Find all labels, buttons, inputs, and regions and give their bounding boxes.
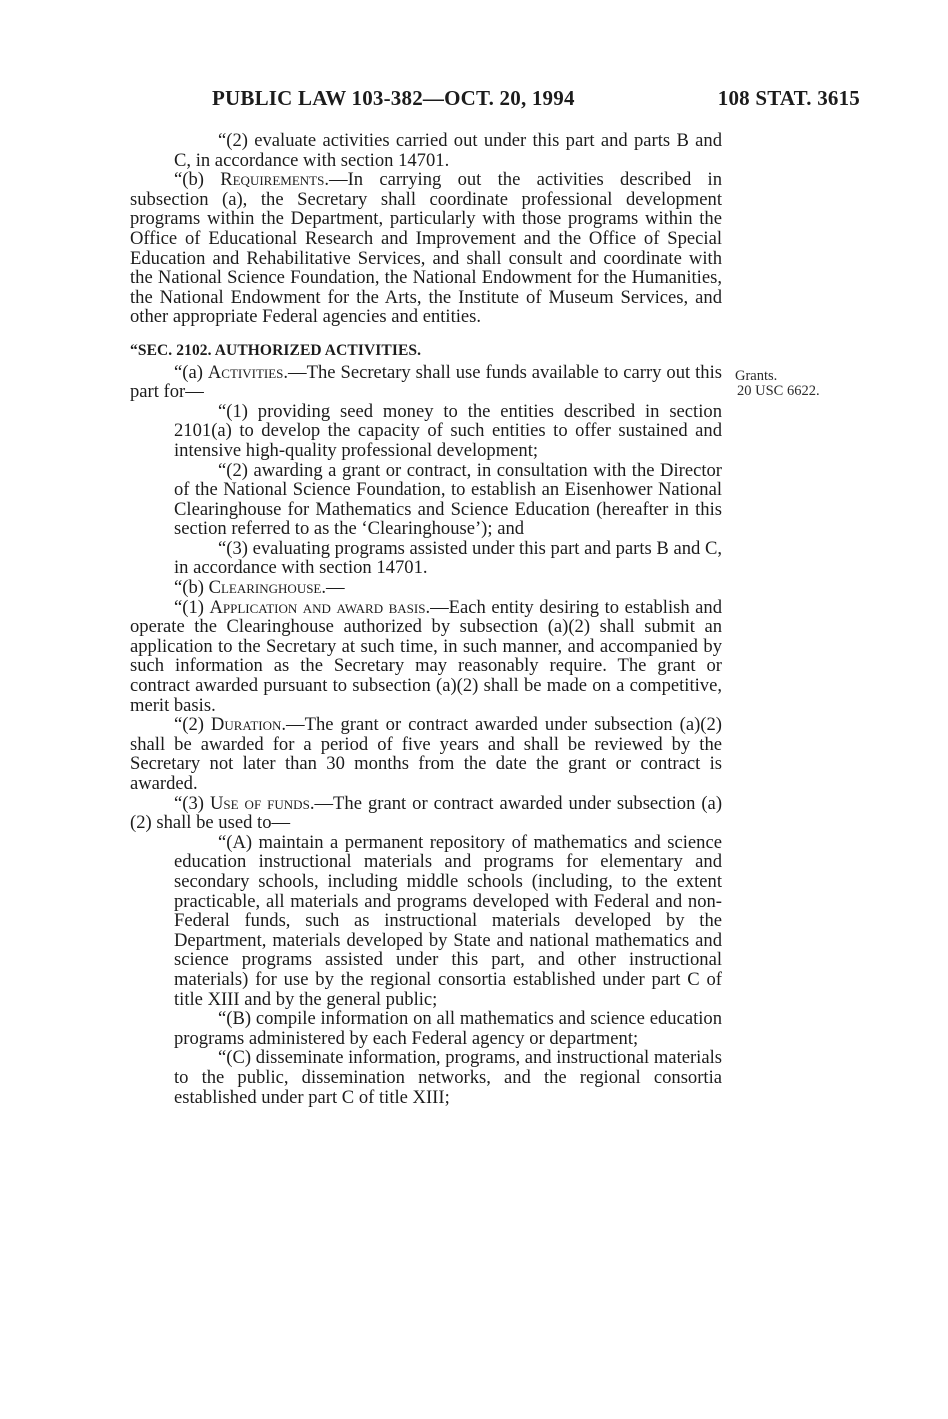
paragraph-lead: “(2) (174, 714, 211, 736)
paragraph-text: .—The Secretary shall use funds available to carry out this part for— (130, 361, 722, 403)
paragraph-lead: “(a) (174, 361, 208, 383)
paragraph-lead: “(3) (174, 792, 210, 814)
paragraph-heading: Use of funds (209, 792, 310, 814)
paragraph-1-seed-money: “(1) providing seed money to the entities described in section 2101(a) to develop the capacity of such entities to offer sustained and intensive high-quality professional development; (174, 400, 722, 461)
body-text (130, 131, 722, 1107)
paragraph-3-use-of-funds (130, 794, 722, 833)
paragraph-2-evaluate: “(2) evaluate activities carried out under this part and parts B and C, in accordance with section 14701. (174, 130, 722, 171)
paragraph-text: .— (321, 577, 345, 599)
margin-note-usc-cite: 20 USC 6622. (737, 383, 820, 399)
paragraph-a-activities (130, 363, 722, 402)
paragraph-2-clearinghouse-grant: “(2) awarding a grant or contract, in consultation with the Director of the National Science Foundation, to establish an Eisenhower National Clearinghouse for Mathematics and Science Education (hereafter in this section referred to as the ‘Clearinghouse’); and (174, 459, 722, 540)
margin-note-grants: Grants. (735, 368, 778, 384)
paragraph-1-application (130, 598, 722, 716)
paragraph-heading: Duration (210, 714, 282, 736)
paragraph-heading: Activities (207, 361, 284, 383)
paragraph-b-clearinghouse (130, 578, 722, 598)
paragraph-text: .—The grant or contract awarded under subsection (a)(2) shall be used to— (130, 792, 723, 834)
running-header (188, 86, 860, 114)
paragraph-lead: “(b) (174, 577, 209, 599)
header-statute-page: 108 STAT. 3615 (717, 86, 860, 110)
paragraph-text: .—In carrying out the activities described in subsection (a), the Secretary shall coordinate professional development programs within the Department, particularly with those programs within the Office of Educational Research and Improvement and the Office of Special Education and Rehabilitative Services, and shall consult and coordinate with the National Science Foundation, the National Endowment for the Humanities, the National Endowment for the Arts, the Institute of Museum Services, and other appropriate Federal agencies and entities. (130, 169, 722, 328)
paragraph-heading: Clearinghouse (208, 577, 322, 599)
paragraph-3-evaluating: “(3) evaluating programs assisted under this part and parts B and C, in accordance with section 14701. (174, 537, 722, 579)
paragraph-text: .—Each entity desiring to establish and operate the Clearinghouse authorized by subsection (a)(2) shall submit an application to the Secretary at such time, in such manner, and accompanied by such information as the Secretary may reasonably require. The grant or contract awarded pursuant to subsection (a)(2) shall be made on a competitive, merit basis. (130, 596, 722, 716)
paragraph-heading: Application and award basis (209, 596, 426, 618)
paragraph-lead: “(b) (174, 169, 221, 191)
section-heading: “SEC. 2102. AUTHORIZED ACTIVITIES. (130, 341, 422, 359)
paragraph-b-requirements (130, 170, 722, 327)
margin-note (735, 369, 820, 399)
paragraph-a-repository: “(A) maintain a permanent repository of mathematics and science education instructional materials and programs for elementary and secondary schools, including middle schools (including, to the extent practicable, all materials and programs developed with Federal and non-Federal funds, such as instructional materials developed by the Department, materials developed by State and national mathematics and science programs assisted under this part, and other instructional materials) for use by the regional consortia established under part C of title XIII and by the general public; (174, 831, 722, 1010)
header-law-date: PUBLIC LAW 103-382—OCT. 20, 1994 (212, 86, 575, 110)
paragraph-lead: “(1) (174, 596, 210, 618)
paragraph-b-compile: “(B) compile information on all mathematics and science education programs administered by each Federal agency or department; (174, 1008, 722, 1049)
paragraph-heading: Requirements (220, 169, 325, 191)
paragraph-text: .—The grant or contract awarded under subsection (a)(2) shall be awarded for a period of five years and shall be reviewed by the Secretary not later than 30 months from the date the grant or contract is awarded. (130, 714, 722, 794)
paragraph-c-disseminate: “(C) disseminate information, programs, and instructional materials to the public, dissemination networks, and the regional consortia established under part C of title XIII; (174, 1047, 722, 1108)
paragraph-2-duration (130, 715, 722, 793)
